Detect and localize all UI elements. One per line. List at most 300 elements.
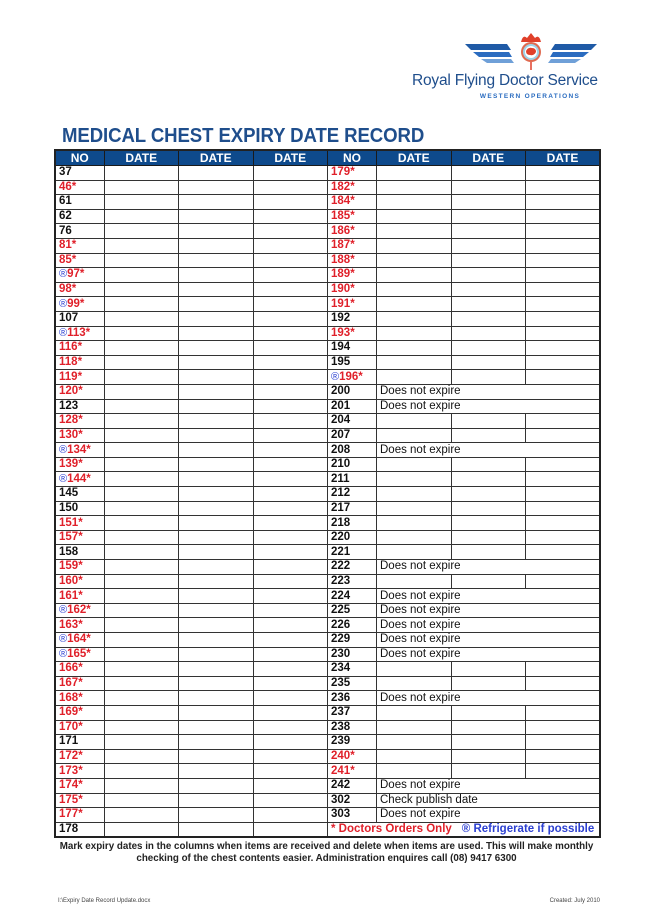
date-cell[interactable] bbox=[104, 472, 179, 487]
date-cell[interactable] bbox=[179, 209, 254, 224]
date-cell[interactable] bbox=[451, 180, 526, 195]
date-cell[interactable] bbox=[377, 224, 452, 239]
date-cell[interactable] bbox=[179, 633, 254, 648]
date-cell[interactable] bbox=[377, 268, 452, 283]
date-cell[interactable] bbox=[253, 472, 328, 487]
date-cell[interactable] bbox=[253, 647, 328, 662]
date-cell[interactable] bbox=[179, 195, 254, 210]
item-number-value: 226 bbox=[331, 618, 351, 631]
item-number bbox=[55, 487, 104, 502]
date-cell[interactable] bbox=[377, 574, 452, 589]
date-cell[interactable] bbox=[179, 355, 254, 370]
date-cell[interactable] bbox=[526, 457, 601, 472]
date-cell[interactable] bbox=[179, 311, 254, 326]
date-cell[interactable] bbox=[253, 691, 328, 706]
date-cell[interactable] bbox=[377, 530, 452, 545]
doctors-orders-marker: * bbox=[78, 618, 83, 631]
doctors-orders-marker: * bbox=[350, 750, 355, 763]
date-cell[interactable] bbox=[253, 735, 328, 750]
date-cell[interactable] bbox=[377, 414, 452, 429]
date-cell[interactable] bbox=[179, 487, 254, 502]
item-number-value: 188 bbox=[331, 253, 351, 266]
item-note: Does not expire bbox=[377, 384, 601, 399]
table-row bbox=[55, 195, 600, 210]
date-cell[interactable] bbox=[104, 720, 179, 735]
date-cell[interactable] bbox=[179, 647, 254, 662]
date-cell[interactable] bbox=[253, 633, 328, 648]
date-cell[interactable] bbox=[253, 822, 328, 837]
date-cell[interactable] bbox=[526, 282, 601, 297]
item-number-value: 165 bbox=[67, 647, 87, 660]
date-cell[interactable] bbox=[179, 793, 254, 808]
date-cell[interactable] bbox=[451, 574, 526, 589]
date-cell[interactable] bbox=[526, 749, 601, 764]
doctors-orders-marker: * bbox=[71, 180, 77, 193]
date-cell[interactable] bbox=[451, 370, 526, 385]
date-cell[interactable] bbox=[179, 457, 254, 472]
item-number-value: 85 bbox=[59, 253, 72, 266]
date-cell[interactable] bbox=[104, 516, 179, 531]
date-cell[interactable] bbox=[104, 487, 179, 502]
date-cell[interactable] bbox=[179, 560, 254, 575]
date-cell[interactable] bbox=[179, 545, 254, 560]
date-cell[interactable] bbox=[377, 180, 452, 195]
date-cell[interactable] bbox=[179, 603, 254, 618]
date-cell[interactable] bbox=[253, 180, 328, 195]
date-cell[interactable] bbox=[253, 574, 328, 589]
date-cell[interactable] bbox=[179, 720, 254, 735]
date-cell[interactable] bbox=[253, 282, 328, 297]
date-cell[interactable] bbox=[526, 545, 601, 560]
date-cell[interactable] bbox=[179, 472, 254, 487]
date-cell[interactable] bbox=[526, 224, 601, 239]
date-cell[interactable] bbox=[253, 297, 328, 312]
date-cell[interactable] bbox=[526, 720, 601, 735]
item-number bbox=[328, 238, 377, 253]
date-cell[interactable] bbox=[253, 676, 328, 691]
item-number-value: 150 bbox=[59, 501, 79, 514]
date-cell[interactable] bbox=[451, 516, 526, 531]
date-cell[interactable] bbox=[526, 311, 601, 326]
date-cell[interactable] bbox=[377, 545, 452, 560]
date-cell[interactable] bbox=[377, 311, 452, 326]
item-number bbox=[328, 778, 377, 793]
date-cell[interactable] bbox=[104, 574, 179, 589]
item-number-value: 170 bbox=[59, 720, 79, 733]
table-row bbox=[55, 647, 600, 662]
date-cell[interactable] bbox=[179, 589, 254, 604]
date-cell[interactable] bbox=[104, 764, 179, 779]
date-cell[interactable] bbox=[104, 589, 179, 604]
date-cell[interactable] bbox=[104, 633, 179, 648]
item-number bbox=[55, 735, 104, 750]
date-cell[interactable] bbox=[179, 574, 254, 589]
date-cell[interactable] bbox=[253, 705, 328, 720]
doctors-orders-marker: * bbox=[350, 239, 355, 252]
date-cell[interactable] bbox=[104, 822, 179, 837]
date-cell[interactable] bbox=[253, 311, 328, 326]
date-cell[interactable] bbox=[104, 414, 179, 429]
doctors-orders-marker: * bbox=[86, 443, 91, 456]
date-cell[interactable] bbox=[253, 399, 328, 414]
date-cell[interactable] bbox=[179, 224, 254, 239]
date-cell[interactable] bbox=[104, 778, 179, 793]
date-cell[interactable] bbox=[451, 720, 526, 735]
date-cell[interactable] bbox=[451, 341, 526, 356]
date-cell[interactable] bbox=[377, 501, 452, 516]
date-cell[interactable] bbox=[253, 209, 328, 224]
file-path: I:\Expiry Date Record Update.docx bbox=[58, 898, 151, 904]
item-number-value: 163 bbox=[59, 618, 79, 631]
item-number bbox=[55, 793, 104, 808]
date-cell[interactable] bbox=[179, 822, 254, 837]
date-cell[interactable] bbox=[451, 764, 526, 779]
date-cell[interactable] bbox=[179, 662, 254, 677]
date-cell[interactable] bbox=[253, 253, 328, 268]
date-cell[interactable] bbox=[104, 326, 179, 341]
date-cell[interactable] bbox=[451, 326, 526, 341]
item-number bbox=[55, 501, 104, 516]
date-cell[interactable] bbox=[377, 735, 452, 750]
date-cell[interactable] bbox=[451, 282, 526, 297]
date-cell[interactable] bbox=[526, 166, 601, 181]
date-cell[interactable] bbox=[253, 457, 328, 472]
date-cell[interactable] bbox=[179, 180, 254, 195]
date-cell[interactable] bbox=[526, 428, 601, 443]
date-cell[interactable] bbox=[526, 735, 601, 750]
date-cell[interactable] bbox=[104, 691, 179, 706]
date-cell[interactable] bbox=[104, 341, 179, 356]
date-cell[interactable] bbox=[451, 297, 526, 312]
item-number bbox=[328, 560, 377, 575]
date-cell[interactable] bbox=[179, 326, 254, 341]
date-cell[interactable] bbox=[377, 209, 452, 224]
date-cell[interactable] bbox=[253, 530, 328, 545]
date-cell[interactable] bbox=[526, 414, 601, 429]
doctors-orders-marker: * bbox=[78, 458, 83, 471]
date-cell[interactable] bbox=[179, 501, 254, 516]
date-cell[interactable] bbox=[451, 545, 526, 560]
date-cell[interactable] bbox=[104, 297, 179, 312]
date-cell[interactable] bbox=[104, 195, 179, 210]
date-cell[interactable] bbox=[104, 180, 179, 195]
date-cell[interactable] bbox=[451, 472, 526, 487]
date-cell[interactable] bbox=[179, 238, 254, 253]
date-cell[interactable] bbox=[526, 195, 601, 210]
date-cell[interactable] bbox=[451, 209, 526, 224]
date-cell[interactable] bbox=[253, 764, 328, 779]
header-no-right: NO bbox=[328, 150, 377, 166]
date-cell[interactable] bbox=[253, 238, 328, 253]
date-cell[interactable] bbox=[377, 326, 452, 341]
date-cell[interactable] bbox=[526, 472, 601, 487]
date-cell[interactable] bbox=[451, 662, 526, 677]
date-cell[interactable] bbox=[179, 414, 254, 429]
item-number-value: 167 bbox=[59, 677, 79, 690]
item-number-value: 222 bbox=[331, 560, 351, 573]
date-cell[interactable] bbox=[104, 355, 179, 370]
date-cell[interactable] bbox=[253, 516, 328, 531]
date-cell[interactable] bbox=[526, 530, 601, 545]
date-cell[interactable] bbox=[179, 749, 254, 764]
date-cell[interactable] bbox=[104, 209, 179, 224]
date-cell[interactable] bbox=[451, 195, 526, 210]
date-cell[interactable] bbox=[377, 662, 452, 677]
date-cell[interactable] bbox=[526, 209, 601, 224]
date-cell[interactable] bbox=[377, 764, 452, 779]
table-row bbox=[55, 589, 600, 604]
doctors-orders-marker: * bbox=[78, 793, 83, 806]
date-cell[interactable] bbox=[104, 603, 179, 618]
date-cell[interactable] bbox=[451, 428, 526, 443]
item-number-value: 210 bbox=[331, 458, 351, 471]
date-cell[interactable] bbox=[104, 268, 179, 283]
date-cell[interactable] bbox=[179, 443, 254, 458]
date-cell[interactable] bbox=[451, 676, 526, 691]
date-cell[interactable] bbox=[179, 691, 254, 706]
date-cell[interactable] bbox=[451, 749, 526, 764]
date-cell[interactable] bbox=[179, 268, 254, 283]
date-cell[interactable] bbox=[179, 297, 254, 312]
date-cell[interactable] bbox=[253, 487, 328, 502]
date-cell[interactable] bbox=[104, 793, 179, 808]
date-cell[interactable] bbox=[253, 501, 328, 516]
item-number bbox=[55, 676, 104, 691]
date-cell[interactable] bbox=[179, 166, 254, 181]
date-cell[interactable] bbox=[451, 268, 526, 283]
date-cell[interactable] bbox=[179, 618, 254, 633]
date-cell[interactable] bbox=[253, 778, 328, 793]
doctors-orders-marker: * bbox=[78, 414, 83, 427]
date-cell[interactable] bbox=[526, 662, 601, 677]
date-cell[interactable] bbox=[179, 530, 254, 545]
doctors-orders-marker: * bbox=[79, 297, 85, 310]
doctors-orders-marker: * bbox=[350, 224, 355, 237]
item-number-value: 229 bbox=[331, 633, 351, 646]
item-number bbox=[55, 749, 104, 764]
date-cell[interactable] bbox=[377, 457, 452, 472]
date-cell[interactable] bbox=[526, 487, 601, 502]
date-cell[interactable] bbox=[526, 180, 601, 195]
date-cell[interactable] bbox=[253, 326, 328, 341]
item-number-value: 76 bbox=[59, 224, 72, 237]
date-cell[interactable] bbox=[179, 764, 254, 779]
item-number-value: 151 bbox=[59, 516, 79, 529]
date-cell[interactable] bbox=[179, 341, 254, 356]
date-cell[interactable] bbox=[377, 516, 452, 531]
date-cell[interactable] bbox=[179, 282, 254, 297]
date-cell[interactable] bbox=[253, 808, 328, 823]
date-cell[interactable] bbox=[179, 399, 254, 414]
item-number bbox=[55, 530, 104, 545]
date-cell[interactable] bbox=[104, 457, 179, 472]
table-row bbox=[55, 370, 600, 385]
date-cell[interactable] bbox=[377, 705, 452, 720]
date-cell[interactable] bbox=[377, 253, 452, 268]
date-cell[interactable] bbox=[253, 166, 328, 181]
date-cell[interactable] bbox=[377, 370, 452, 385]
date-cell[interactable] bbox=[526, 676, 601, 691]
doctors-orders-marker: * bbox=[78, 808, 83, 821]
date-cell[interactable] bbox=[104, 618, 179, 633]
date-cell[interactable] bbox=[451, 457, 526, 472]
date-cell[interactable] bbox=[104, 399, 179, 414]
item-number-value: 159 bbox=[59, 560, 79, 573]
date-cell[interactable] bbox=[377, 428, 452, 443]
item-number bbox=[328, 166, 377, 181]
header-date: DATE bbox=[526, 150, 601, 166]
date-cell[interactable] bbox=[451, 253, 526, 268]
item-number bbox=[55, 647, 104, 662]
date-cell[interactable] bbox=[104, 166, 179, 181]
date-cell[interactable] bbox=[179, 370, 254, 385]
date-cell[interactable] bbox=[253, 370, 328, 385]
item-number bbox=[328, 662, 377, 677]
date-cell[interactable] bbox=[451, 487, 526, 502]
date-cell[interactable] bbox=[526, 253, 601, 268]
date-cell[interactable] bbox=[526, 238, 601, 253]
date-cell[interactable] bbox=[179, 253, 254, 268]
doctors-orders-marker: * bbox=[350, 268, 355, 281]
date-cell[interactable] bbox=[253, 428, 328, 443]
date-cell[interactable] bbox=[526, 297, 601, 312]
date-cell[interactable] bbox=[179, 516, 254, 531]
doctors-orders-marker: * bbox=[350, 210, 355, 223]
table-row bbox=[55, 705, 600, 720]
date-cell[interactable] bbox=[104, 501, 179, 516]
date-cell[interactable] bbox=[526, 355, 601, 370]
date-cell[interactable] bbox=[451, 355, 526, 370]
date-cell[interactable] bbox=[451, 530, 526, 545]
date-cell[interactable] bbox=[104, 705, 179, 720]
date-cell[interactable] bbox=[253, 603, 328, 618]
date-cell[interactable] bbox=[104, 560, 179, 575]
date-cell[interactable] bbox=[253, 560, 328, 575]
date-cell[interactable] bbox=[104, 808, 179, 823]
date-cell[interactable] bbox=[104, 735, 179, 750]
date-cell[interactable] bbox=[253, 355, 328, 370]
item-number bbox=[328, 530, 377, 545]
date-cell[interactable] bbox=[253, 618, 328, 633]
date-cell[interactable] bbox=[526, 326, 601, 341]
item-number bbox=[328, 355, 377, 370]
item-number bbox=[328, 574, 377, 589]
date-cell[interactable] bbox=[179, 428, 254, 443]
item-number bbox=[328, 516, 377, 531]
date-cell[interactable] bbox=[179, 676, 254, 691]
date-cell[interactable] bbox=[253, 720, 328, 735]
date-cell[interactable] bbox=[253, 589, 328, 604]
date-cell[interactable] bbox=[377, 355, 452, 370]
date-cell[interactable] bbox=[451, 224, 526, 239]
doctors-orders-marker: * bbox=[78, 428, 83, 441]
date-cell[interactable] bbox=[377, 238, 452, 253]
date-cell[interactable] bbox=[526, 501, 601, 516]
date-cell[interactable] bbox=[377, 282, 452, 297]
date-cell[interactable] bbox=[377, 749, 452, 764]
date-cell[interactable] bbox=[253, 414, 328, 429]
date-cell[interactable] bbox=[451, 705, 526, 720]
header-date: DATE bbox=[179, 150, 254, 166]
date-cell[interactable] bbox=[377, 676, 452, 691]
item-number-value: 145 bbox=[59, 487, 79, 500]
date-cell[interactable] bbox=[253, 793, 328, 808]
item-number-value: 113 bbox=[67, 326, 86, 339]
date-cell[interactable] bbox=[104, 370, 179, 385]
item-number-value: 211 bbox=[331, 472, 350, 485]
item-number bbox=[55, 209, 104, 224]
item-number-value: 158 bbox=[59, 545, 79, 558]
date-cell[interactable] bbox=[377, 195, 452, 210]
date-cell[interactable] bbox=[104, 428, 179, 443]
date-cell[interactable] bbox=[377, 166, 452, 181]
date-cell[interactable] bbox=[526, 341, 601, 356]
date-cell[interactable] bbox=[377, 487, 452, 502]
date-cell[interactable] bbox=[253, 749, 328, 764]
date-cell[interactable] bbox=[104, 282, 179, 297]
date-cell[interactable] bbox=[104, 238, 179, 253]
date-cell[interactable] bbox=[104, 384, 179, 399]
date-cell[interactable] bbox=[377, 472, 452, 487]
date-cell[interactable] bbox=[526, 574, 601, 589]
date-cell[interactable] bbox=[179, 808, 254, 823]
item-number-value: 97 bbox=[67, 268, 80, 281]
date-cell[interactable] bbox=[179, 705, 254, 720]
date-cell[interactable] bbox=[526, 764, 601, 779]
date-cell[interactable] bbox=[377, 341, 452, 356]
date-cell[interactable] bbox=[104, 253, 179, 268]
date-cell[interactable] bbox=[179, 735, 254, 750]
date-cell[interactable] bbox=[253, 662, 328, 677]
doctors-orders-marker: * bbox=[350, 180, 355, 193]
doctors-orders-marker: * bbox=[77, 370, 83, 383]
date-cell[interactable] bbox=[451, 501, 526, 516]
date-cell[interactable] bbox=[253, 341, 328, 356]
date-cell[interactable] bbox=[451, 238, 526, 253]
date-cell[interactable] bbox=[451, 311, 526, 326]
doctors-orders-marker: * bbox=[350, 283, 355, 296]
date-cell[interactable] bbox=[104, 749, 179, 764]
date-cell[interactable] bbox=[377, 297, 452, 312]
date-cell[interactable] bbox=[253, 384, 328, 399]
date-cell[interactable] bbox=[253, 443, 328, 458]
date-cell[interactable] bbox=[179, 778, 254, 793]
date-cell[interactable] bbox=[104, 676, 179, 691]
date-cell[interactable] bbox=[104, 662, 179, 677]
date-cell[interactable] bbox=[104, 530, 179, 545]
item-note: Does not expire bbox=[377, 618, 601, 633]
date-cell[interactable] bbox=[377, 720, 452, 735]
item-number bbox=[55, 180, 104, 195]
date-cell[interactable] bbox=[451, 166, 526, 181]
date-cell[interactable] bbox=[253, 195, 328, 210]
date-cell[interactable] bbox=[451, 414, 526, 429]
date-cell[interactable] bbox=[451, 735, 526, 750]
date-cell[interactable] bbox=[104, 545, 179, 560]
date-cell[interactable] bbox=[526, 705, 601, 720]
date-cell[interactable] bbox=[253, 545, 328, 560]
date-cell[interactable] bbox=[104, 224, 179, 239]
date-cell[interactable] bbox=[526, 370, 601, 385]
date-cell[interactable] bbox=[253, 268, 328, 283]
date-cell[interactable] bbox=[526, 268, 601, 283]
date-cell[interactable] bbox=[253, 224, 328, 239]
date-cell[interactable] bbox=[104, 647, 179, 662]
date-cell[interactable] bbox=[179, 384, 254, 399]
date-cell[interactable] bbox=[526, 516, 601, 531]
date-cell[interactable] bbox=[104, 311, 179, 326]
date-cell[interactable] bbox=[104, 443, 179, 458]
